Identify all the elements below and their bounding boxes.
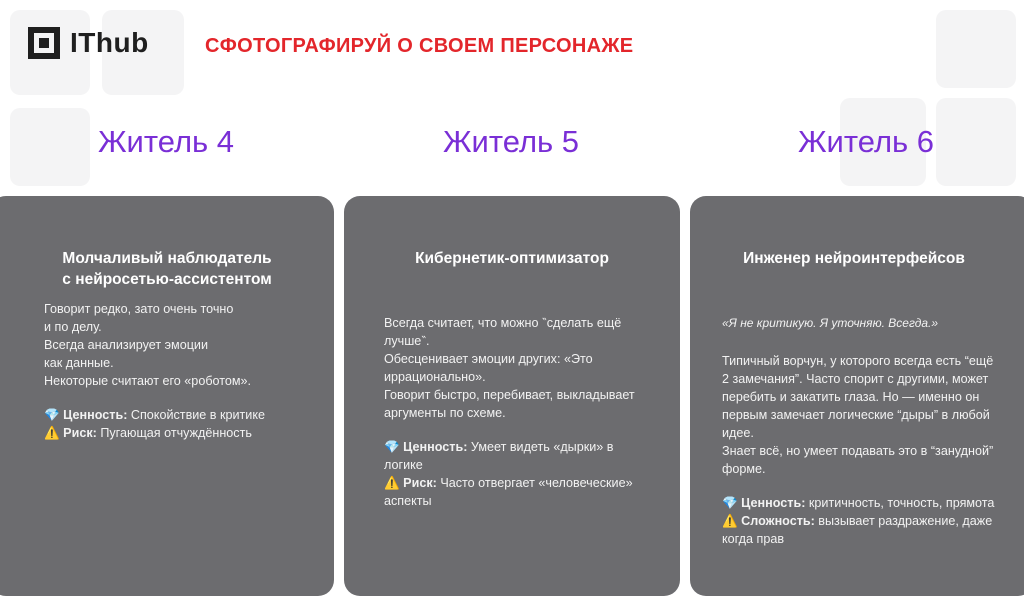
slide-title: СФОТОГРАФИРУЙ О СВОЕМ ПЕРСОНАЖЕ: [205, 35, 634, 57]
body-line: 2 замечания”. Часто спорит с другими, может: [722, 372, 989, 386]
risk-line-cont: аспекты: [384, 494, 432, 508]
risk-line: [384, 474, 674, 492]
column-heading-3: Житель 6: [797, 124, 935, 159]
card-body: [44, 300, 324, 442]
logo-text: IThub: [70, 27, 149, 58]
risk-line: [44, 424, 324, 442]
body-line: Говорит быстро, перебивает, выкладывает: [384, 388, 635, 402]
risk-text: Часто отвергает «человеческие»: [436, 476, 633, 490]
logo-mark-icon: [28, 27, 60, 59]
value-line: [722, 494, 1022, 512]
card-title: Кибернетик-оптимизатор: [415, 250, 609, 267]
value-line: [384, 438, 674, 456]
risk-label: ⚠️ Риск:: [384, 476, 437, 490]
body-line: аргументы по схеме.: [384, 406, 506, 420]
body-line: лучше‶.: [384, 334, 430, 348]
column-heading-1: Житель 4: [97, 124, 235, 159]
value-text: Умеет видеть «дырки» в: [467, 440, 614, 454]
brand-logo: [28, 27, 149, 59]
body-line: идее.: [722, 426, 754, 440]
complexity-line: [722, 512, 1022, 530]
body-line: Некоторые считают его «роботом».: [44, 374, 252, 388]
persona-card-2: [344, 196, 680, 596]
body-line: Обесценивает эмоции других: «Это: [384, 352, 593, 366]
body-line: перебить и закатить глаза. Но — именно он: [722, 390, 980, 404]
card-title: Инженер нейроинтерфейсов: [743, 250, 965, 267]
complexity-label: ⚠️ Сложность:: [722, 514, 815, 528]
complexity-text: вызывает раздражение, даже: [814, 514, 993, 528]
decor-square: [936, 10, 1016, 88]
complexity-line-cont: когда прав: [722, 532, 785, 546]
persona-quote: «Я не критикую. Я уточняю. Всегда.»: [722, 316, 939, 330]
value-text: критичность, точность, прямота: [805, 496, 995, 510]
persona-card-1: [0, 196, 334, 596]
card-body: [722, 314, 1022, 548]
column-heading-2: Житель 5: [442, 124, 580, 159]
value-label: 💎 Ценность:: [44, 408, 128, 422]
card-title: Молчаливый наблюдатель с нейросетью-ассистентом: [62, 250, 272, 288]
body-line: Знает всё, но умеет подавать это в “занудной”: [722, 444, 994, 458]
risk-text: Пугающая отчуждённость: [96, 426, 252, 440]
body-line: Всегда считает, что можно ‶сделать ещё: [384, 316, 622, 330]
value-text: Спокойствие в критике: [127, 408, 265, 422]
body-line: Всегда анализирует эмоции: [44, 338, 208, 352]
value-line-cont: логике: [384, 458, 423, 472]
body-line: иррационально».: [384, 370, 486, 384]
card-body: [384, 314, 674, 510]
body-line: как данные.: [44, 356, 114, 370]
value-line: [44, 406, 324, 424]
body-line: и по делу.: [44, 320, 102, 334]
persona-card-3: [690, 196, 1024, 596]
value-label: 💎 Ценность:: [384, 440, 468, 454]
risk-label: ⚠️ Риск:: [44, 426, 97, 440]
body-line: первым замечает логические “дыры” в любой: [722, 408, 990, 422]
value-label: 💎 Ценность:: [722, 496, 806, 510]
body-line: Типичный ворчун, у которого всегда есть “ещё: [722, 354, 994, 368]
body-line: форме.: [722, 462, 766, 476]
body-line: Говорит редко, зато очень точно: [44, 302, 234, 316]
